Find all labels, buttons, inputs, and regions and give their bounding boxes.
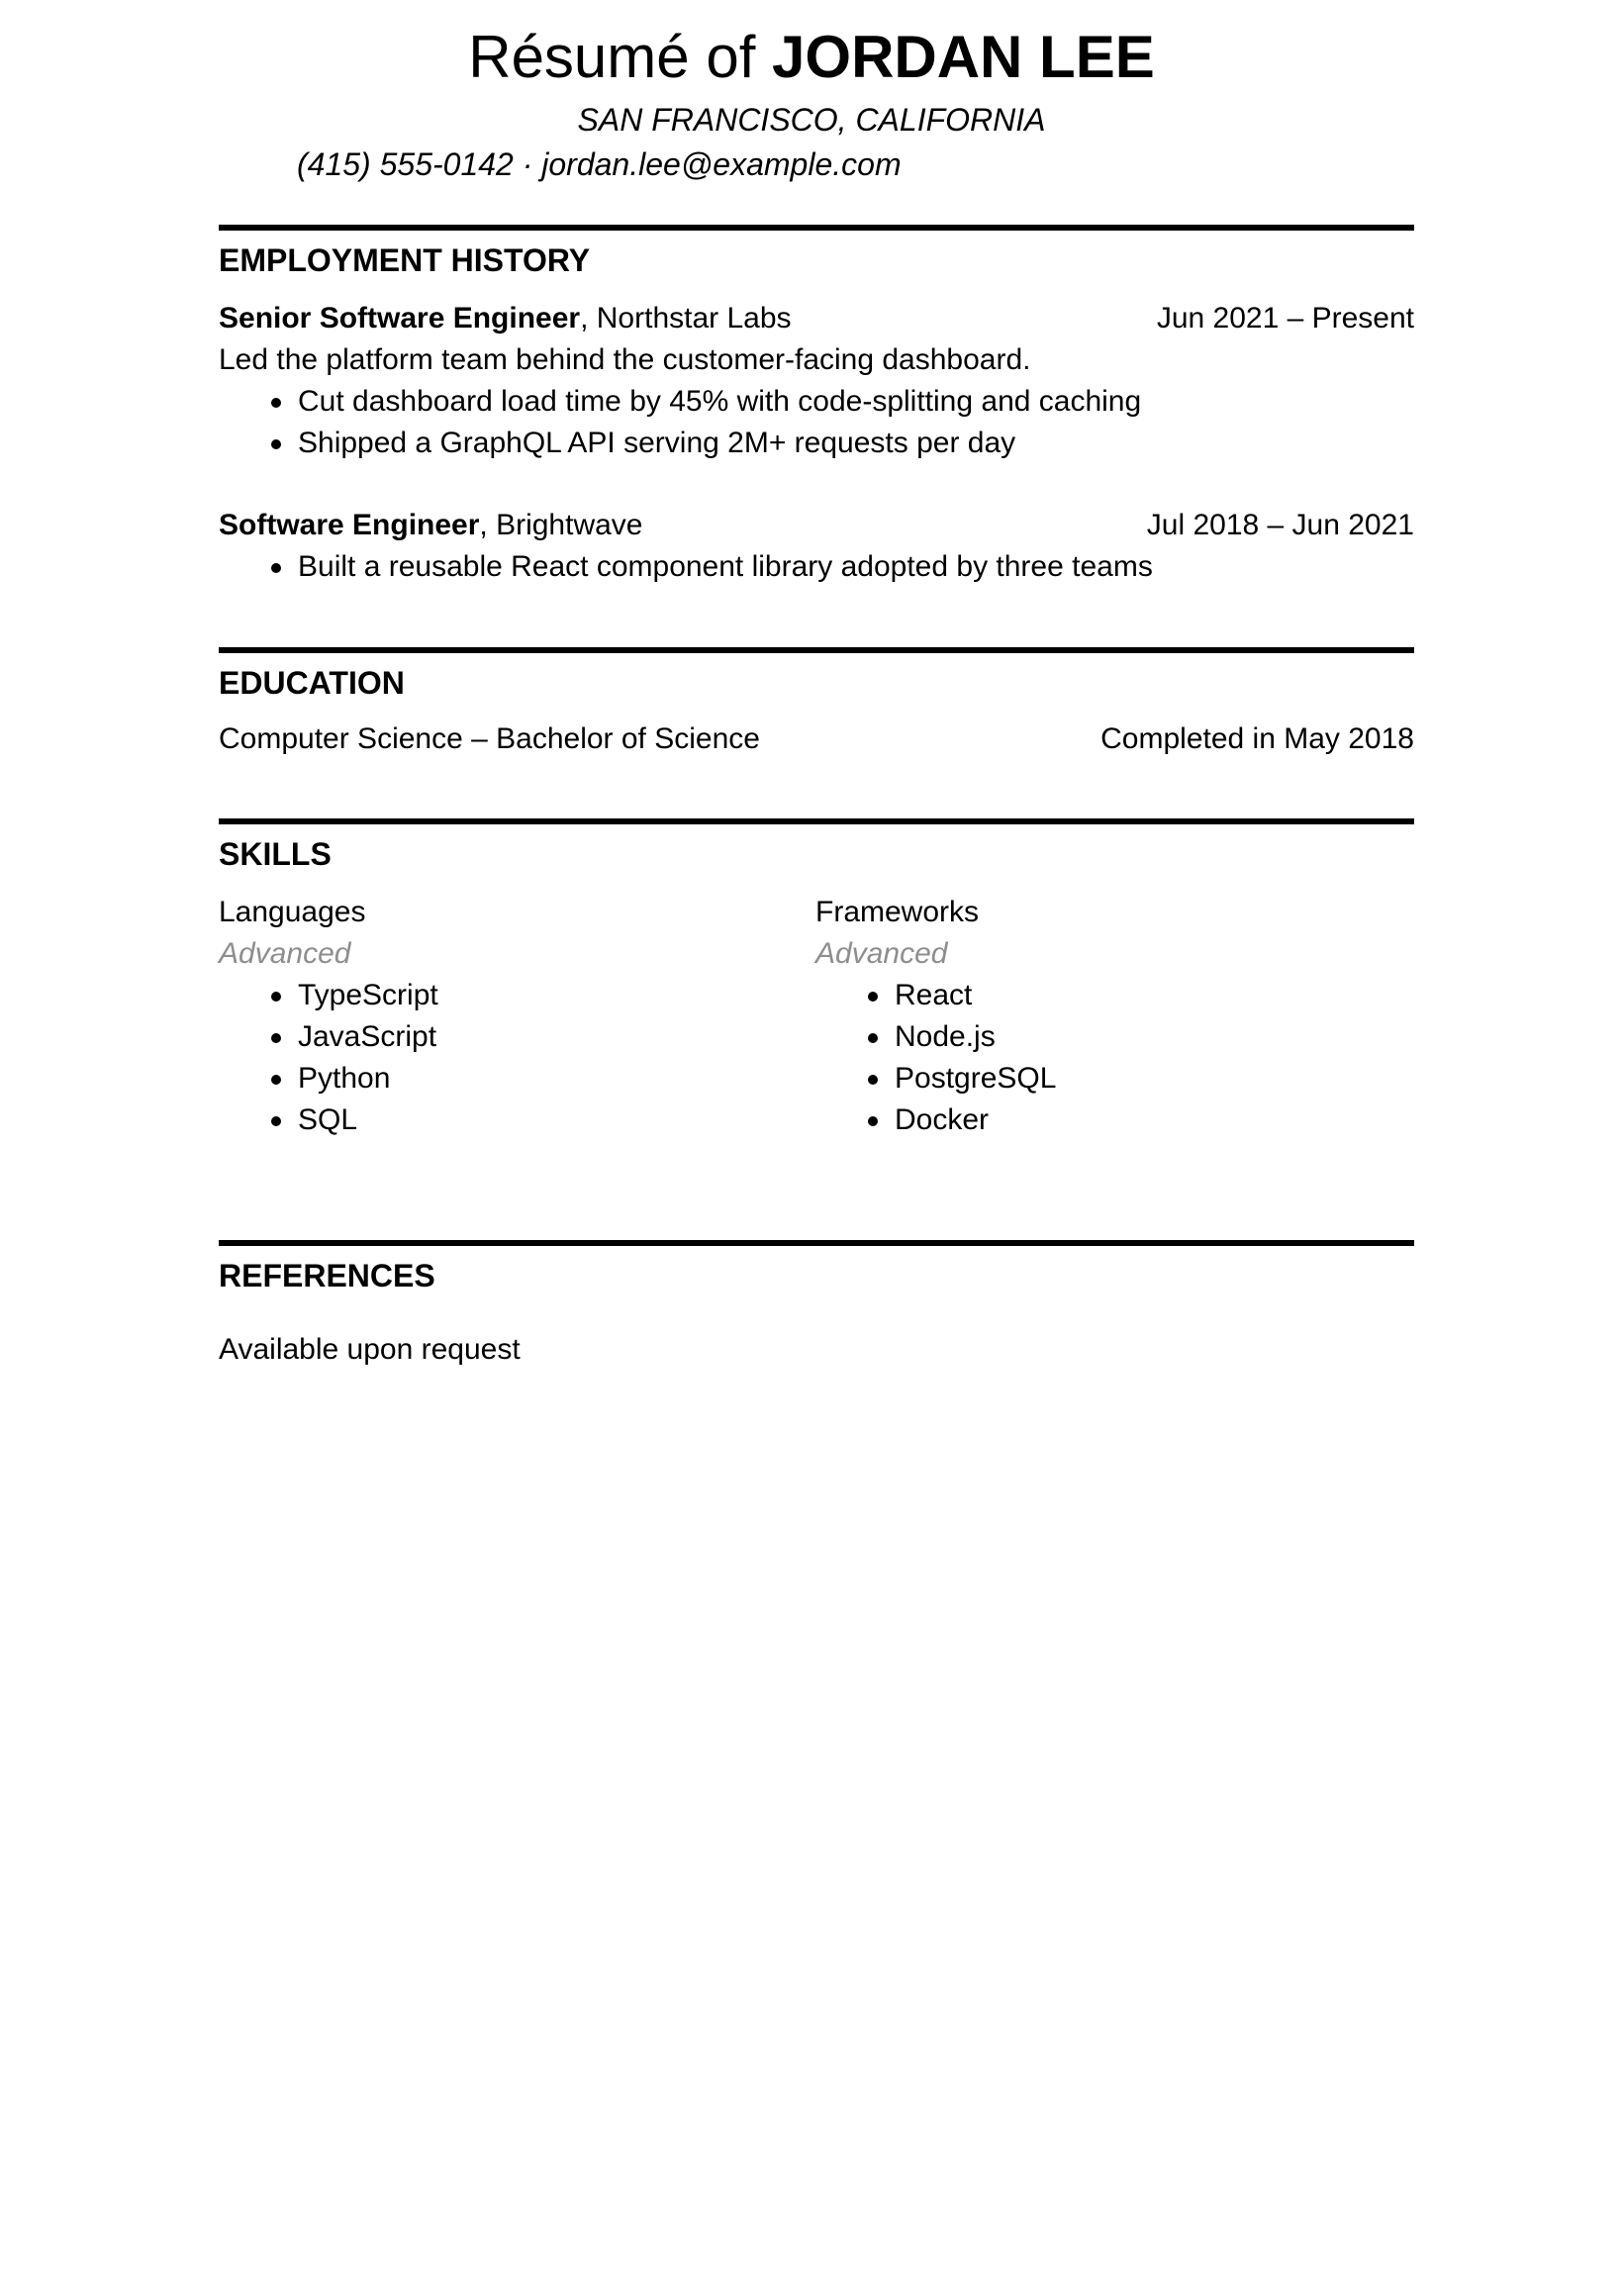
- job-heading-2: [219, 506, 642, 545]
- skill-item: [895, 1017, 996, 1057]
- job-company-2: , Brightwave: [479, 509, 643, 541]
- references-text: Available upon request: [219, 1333, 521, 1366]
- skill-group-level: Advanced: [815, 937, 948, 970]
- job-company-1: , Northstar Labs: [580, 302, 792, 335]
- job-title-1: Senior Software Engineer: [219, 302, 581, 335]
- section-heading-references: REFERENCES: [219, 1258, 435, 1293]
- job-bullet: [298, 382, 1141, 422]
- bullet-dot: [271, 398, 281, 408]
- skill-item: [298, 976, 438, 1015]
- section-heading-employment: EMPLOYMENT HISTORY: [219, 242, 591, 278]
- job-dates-2: Jul 2018 – Jun 2021: [1146, 509, 1414, 541]
- bullet-dot: [271, 992, 281, 1002]
- skill-group-name: Languages: [219, 896, 366, 928]
- skill-item-text: Docker: [895, 1103, 990, 1136]
- skill-item: [298, 1100, 357, 1140]
- skill-item-text: TypeScript: [298, 979, 438, 1011]
- title-prefix: Résumé of: [468, 24, 773, 90]
- job-bullet-text: Cut dashboard load time by 45% with code-splitting and caching: [298, 385, 1142, 418]
- skill-item: [298, 1017, 436, 1057]
- bullet-dot: [868, 1075, 878, 1085]
- job-bullet-text: Shipped a GraphQL API serving 2M+ requests per day: [298, 427, 1016, 459]
- candidate-contact: (415) 555-0142 · jordan.lee@example.com: [297, 146, 902, 182]
- candidate-location: SAN FRANCISCO, CALIFORNIA: [577, 102, 1046, 138]
- job-title-2: Software Engineer: [219, 509, 480, 541]
- candidate-name: JORDAN LEE: [772, 24, 1155, 90]
- section-divider-employment: [219, 225, 1414, 231]
- bullet-dot: [271, 439, 281, 449]
- job-bullet-text: Built a reusable React component library adopted by three teams: [298, 550, 1153, 583]
- bullet-dot: [271, 1075, 281, 1085]
- job-heading-1: [219, 299, 792, 338]
- skill-item-text: SQL: [298, 1103, 358, 1136]
- skill-group-name: Frameworks: [815, 896, 980, 928]
- section-divider-education: [219, 647, 1414, 653]
- bullet-dot: [271, 1033, 281, 1043]
- section-heading-skills: SKILLS: [219, 836, 332, 872]
- skill-item-text: Python: [298, 1062, 391, 1095]
- skill-item: [895, 976, 972, 1015]
- skill-item-text: PostgreSQL: [895, 1062, 1057, 1095]
- job-summary-1: Led the platform team behind the customer-facing dashboard.: [219, 343, 1031, 376]
- job-bullet: [298, 547, 1153, 587]
- bullet-dot: [868, 1116, 878, 1126]
- resume-title: [0, 20, 1623, 95]
- skill-item: [895, 1100, 989, 1140]
- education-completed: Completed in May 2018: [1100, 722, 1414, 755]
- skill-item-text: React: [895, 979, 973, 1011]
- skill-item: [298, 1059, 390, 1099]
- skill-item: [895, 1059, 1056, 1099]
- skill-item-text: Node.js: [895, 1020, 996, 1053]
- education-degree: Computer Science – Bachelor of Science: [219, 722, 760, 755]
- bullet-dot: [868, 992, 878, 1002]
- job-bullet: [298, 424, 1015, 463]
- section-divider-skills: [219, 818, 1414, 824]
- bullet-dot: [271, 563, 281, 573]
- skill-item-text: JavaScript: [298, 1020, 437, 1053]
- skill-group-level: Advanced: [219, 937, 351, 970]
- bullet-dot: [271, 1116, 281, 1126]
- bullet-dot: [868, 1033, 878, 1043]
- section-divider-references: [219, 1240, 1414, 1246]
- job-dates-1: Jun 2021 – Present: [1156, 302, 1414, 335]
- section-heading-education: EDUCATION: [219, 665, 405, 701]
